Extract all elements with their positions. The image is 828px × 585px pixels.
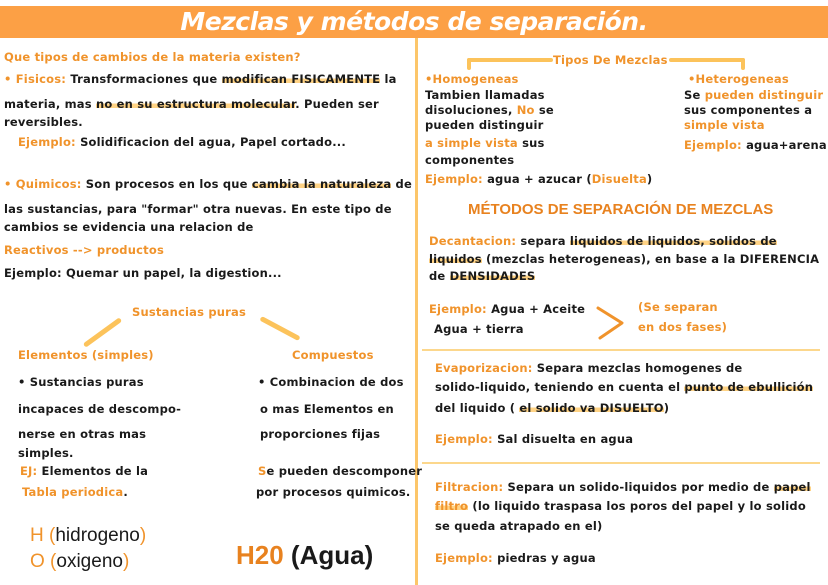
filtracion-line-3: se queda atrapado en el) (435, 519, 603, 533)
oxygen-example: O (oxigeno) (30, 551, 130, 572)
highlight: cambia la naturaleza (251, 177, 392, 191)
quimicos-line-1: • Quimicos: Son procesos en los que cambia la naturaleza de (4, 177, 412, 191)
elementos-line-3: nerse en otras mas (18, 427, 147, 441)
elementos-line-4: simples. (18, 446, 74, 460)
evaporizacion-line-3: del liquido ( el solido va DISUELTO) (435, 401, 670, 415)
filtracion-line-1: Filtracion: Separa un solido-liquidos por medio de papel (435, 480, 811, 494)
filtracion-line-2: filtro (lo liquido traspasa los poros del papel y lo solido (435, 499, 806, 513)
elementos-title: Elementos (simples) (18, 348, 154, 362)
evaporizacion-example: Ejemplo: Sal disuelta en agua (435, 432, 634, 446)
highlight: DENSIDADES (449, 269, 536, 283)
elementos-line-2: incapaces de descompo- (18, 402, 182, 416)
reaction-text: Reactivos --> productos (4, 243, 164, 257)
quimicos-example: Ejemplo: Quemar un papel, la digestion... (4, 266, 282, 280)
highlight: punto de ebullición (684, 380, 814, 394)
evaporizacion-label: Evaporizacion: (435, 361, 533, 375)
filtracion-label: Filtracion: (435, 480, 504, 494)
quimicos-line-3: cambios se evidencia una relacion de (4, 220, 254, 234)
highlight: liquidos (429, 252, 482, 266)
elementos-example-2: Tabla periodica. (22, 485, 128, 499)
column-divider (415, 38, 418, 585)
homogeneas-line-1: Tambien llamadas (425, 88, 545, 102)
heterogeneas-title: •Heterogeneas (688, 72, 789, 86)
question-heading: Que tipos de cambios de la materia existen? (4, 50, 301, 64)
section-divider (422, 462, 820, 464)
highlight: el solido va DISUELTO (519, 401, 664, 415)
fisicos-label: • Fisicos: (4, 72, 67, 86)
bracket-line-left (467, 58, 553, 62)
compuestos-title: Compuestos (292, 348, 374, 362)
quimicos-label: • Quimicos: (4, 177, 82, 191)
compuestos-line-2: o mas Elementos en (260, 402, 394, 416)
fisicos-example: Ejemplo: Solidificacion del agua, Papel cortado... (18, 135, 346, 149)
highlight: papel (773, 480, 811, 494)
hydrogen-example: H (hidrogeno) (30, 525, 147, 546)
highlight: modifican FISICAMENTE (221, 72, 381, 86)
homogeneas-line-5: componentes (425, 153, 515, 167)
quimicos-line-2: las sustancias, para "formar" otra nuevas. En este tipo de (4, 202, 392, 216)
compuestos-line-1: • Combinacion de dos (258, 375, 404, 389)
heterogeneas-example: Ejemplo: agua+arena (684, 138, 827, 152)
branch-line-left (83, 317, 122, 347)
bracket-line-right (669, 58, 745, 62)
compuestos-line-3: proporciones fijas (260, 427, 381, 441)
branch-line-right (259, 316, 300, 341)
compuestos-line-4: Se pueden descomponer (258, 464, 423, 478)
water-example: H20 (Agua) (236, 540, 374, 570)
decantacion-line-2: liquidos (mezclas heterogeneas), en base a la DIFERENCIA (429, 252, 820, 266)
sustancias-puras-title: Sustancias puras (132, 305, 247, 319)
homogeneas-line-4: a simple vista sus (425, 136, 545, 150)
heterogeneas-line-2: sus componentes a (684, 103, 813, 117)
decantacion-example-1: Ejemplo: Agua + Aceite (429, 302, 586, 316)
heterogeneas-line-3: simple vista (684, 118, 765, 132)
homogeneas-example: Ejemplo: agua + azucar (Disuelta) (425, 172, 653, 186)
highlight: liquidos de liquidos, solidos de (569, 234, 777, 248)
decantacion-line-1: Decantacion: separa liquidos de liquidos, solidos de (429, 234, 777, 248)
fisicos-line-2: materia, mas no en su estructura molecular. Pueden ser (4, 97, 379, 111)
fisicos-line-1: • Fisicos: Transformaciones que modifican FISICAMENTE la (4, 72, 397, 86)
bracket-tick-left (467, 58, 471, 70)
evaporizacion-line-2: solido-liquido, teniendo en cuenta el punto de ebullición (435, 380, 814, 394)
fisicos-line-3: reversibles. (4, 115, 83, 129)
elementos-example: EJ: Elementos de la (20, 464, 149, 478)
bracket-tick-right (741, 58, 745, 70)
homogeneas-line-3: pueden distinguir (425, 118, 544, 132)
evaporizacion-line-1: Evaporizacion: Separa mezclas homogenes de (435, 361, 743, 375)
highlight: no en su estructura molecular (95, 97, 296, 111)
section-divider (422, 349, 820, 351)
metodos-title: MÉTODOS DE SEPARACIÓN DE MEZCLAS (468, 201, 774, 218)
tipos-mezclas-title: Tipos De Mezclas (553, 53, 668, 67)
decantacion-label: Decantacion: (429, 234, 517, 248)
highlight: filtro (435, 499, 469, 513)
decantacion-line-3: de DENSIDADES (429, 269, 536, 283)
heterogeneas-line-1: Se pueden distinguir (684, 88, 824, 102)
compuestos-line-5: por procesos quimicos. (256, 485, 411, 499)
decantacion-note-1: (Se separan (638, 300, 718, 314)
filtracion-example: Ejemplo: piedras y agua (435, 551, 596, 565)
elementos-line-1: • Sustancias puras (18, 375, 144, 389)
chevron-right-icon (596, 305, 626, 341)
page-title: Mezclas y métodos de separación. (180, 7, 648, 36)
homogeneas-title: •Homogeneas (425, 72, 519, 86)
decantacion-note-2: en dos fases) (638, 320, 728, 334)
homogeneas-line-2: disoluciones, No se (425, 103, 554, 117)
decantacion-example-2: Agua + tierra (434, 322, 524, 336)
